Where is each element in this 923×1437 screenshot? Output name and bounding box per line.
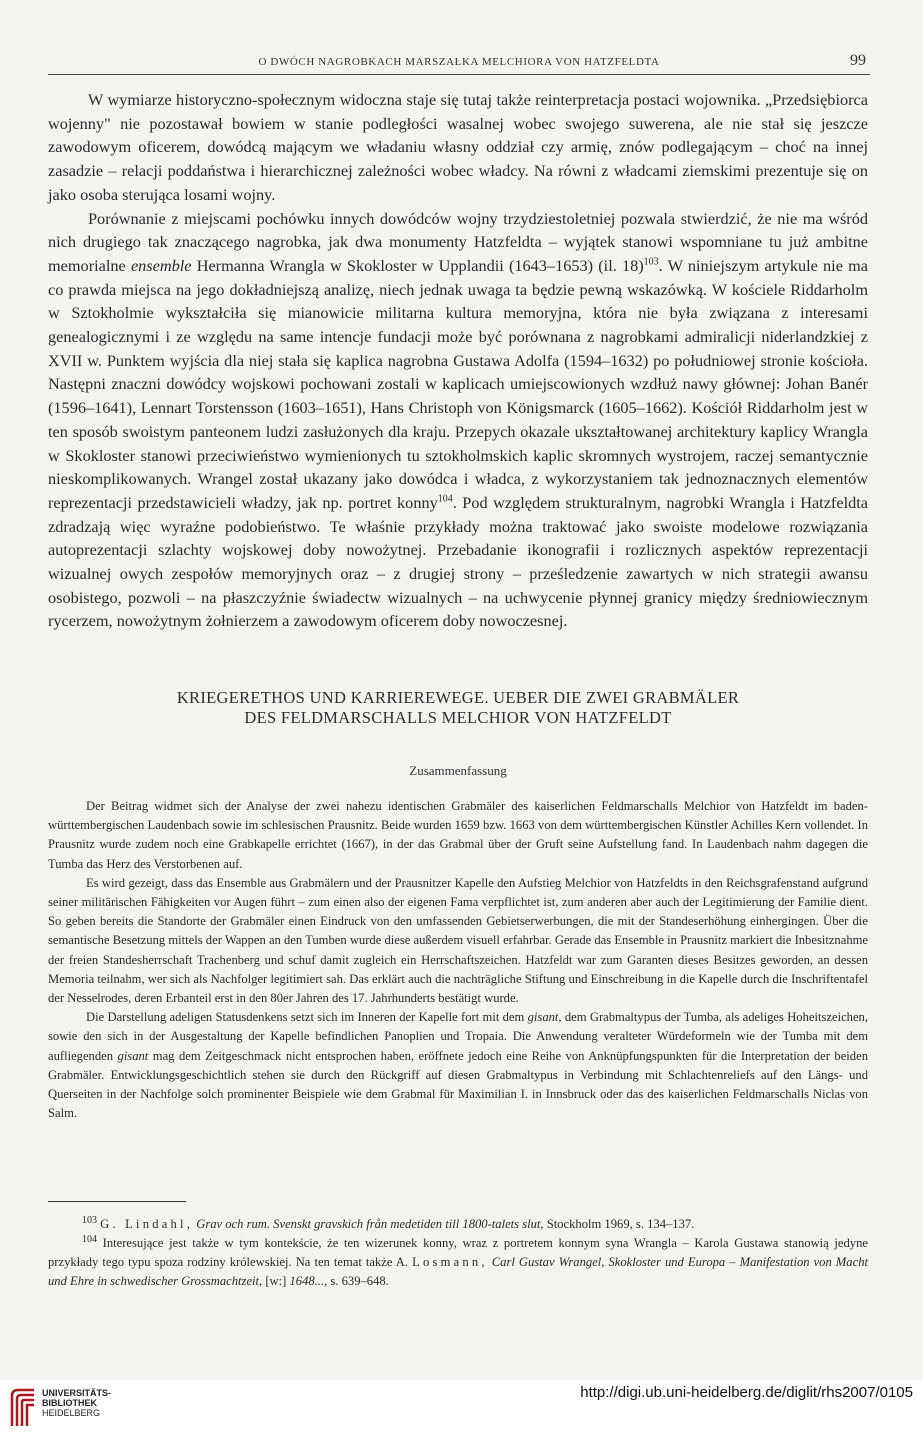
summary-paragraph-3: Die Darstellung adeligen Statusdenkens setzt sich im Inneren der Kapelle fort mit dem gisant, dem Grabmaltypus der Tumba, als adeliges Hoheitszeichen, sowie den sich in der Ausgestaltung der Kapelle befindlichen Panoplien und Tropaia. Die Anwendung veralteter Würdeformeln wie der Tumba mit dem aufliegenden gisant mag dem Zeitgeschmack nicht entsprochen haben, eröffnete jedoch eine Reihe von Anknüpfungspunkten für die Interpretation der beiden Grabmäler. Entwicklungsgeschichtlich stehen sie durch den Rückgriff auf diesen Grabmaltypus in Verbindung mit Schlachtenreliefs auf den Längs- und Querseiten in der Nachfolge solch prominenter Beispiele wie dem Grabmal für Maximilian I. in Innsbruck oder das des kaiserlichen Feldmarschalls Niclas von Salm. (48, 1010, 868, 1121)
footnote-ref-104[interactable]: 104 (437, 493, 453, 505)
summary-paragraph-1: Der Beitrag widmet sich der Analyse der zwei nahezu identischen Grabmäler des kaiserlichen Feldmarschalls Melchior von Hatzfeldt im baden-württembergischen Laudenbach sowie im schlesischen Prausnitz. Beide wurden 1659 bzw. 1663 von dem württembergischen Künstler Achilles Kern vollendet. In Prausnitz wurde zudem noch eine Grabkapelle errichtet (1667), in der das Grabmal über der Gruft seine Aufstellung fand. In Laudenbach nahm dagegen die Tumba das Herz des Verstorbenen auf. (48, 799, 868, 871)
footnote-title: Grav och rum. Svenskt gravskich från medetiden till 1800-talets slut, (196, 1217, 544, 1231)
summary-paragraph-2: Es wird gezeigt, dass das Ensemble aus Grabmälern und der Prausnitzer Kapelle den Aufstieg Melchior von Hatzfeldts in den Reichsgrafenstand aufgrund seiner militärischen Fähigkeiten vor Augen führt – zum einen also der eigenen Fama verpflichtet ist, zum anderen aber auch der Legitimierung der Familie dient. So geben bereits die Standorte der Grabmäler einen Eindruck von den umfassenden Gebietserwerbungen, die mit der Standeserhöhung einhergingen. Über die semantische Besetzung mittels der Wappen an den Tumben wurde diese außerdem visuell erfahrbar. Gerade das Ensemble in Prausnitz markiert die Inbesitznahme der freien Standesherrschaft Trachenberg und schuf damit zugleich ein Herrschaftszeichen. Hatzfeldt war zum Garanten dieses Besitzes geworden, an dessen Memoria teilnahm, wer sich als Nachfolger legitimiert sah. Das erklärt auch die nachträgliche Stiftung und Einschreibung in die Kapelle durch die Inschriftentafel der Nesselrodes, deren Erbanteil erst in den 80er Jahren des 17. Jahrhunderts bestätigt wurde. (48, 875, 868, 1006)
summary-title-line-1: KRIEGERETHOS UND KARRIEREWEGE. UEBER DIE ZWEI GRABMÄLER (176, 688, 740, 707)
paragraph-2: Porównanie z miejscami pochówku innych dowódców wojny trzydziestoletniej pozwala stwierdzić, że nie ma wśród nich drugiego tak znaczącego nagrobka, jak dwa monumenty Hatzfeldta – wyjątek stanowi wspomniane tu już ambitne memorialne ensemble Hermanna Wrangla w Skokloster w Upplandii (1643–1653) (il. 18)$^{103}$. W niniejszym artykule nie ma co prawda miejsca na jego dokładniejszą analizę, niech jednak uwaga ta będzie pewną wskazówką. W kościele Riddarholm w Sztokholmie wykształciła się mianowicie militarna kultura memoryjna, która nie była związana z interesami genealogicznymi i ze względu na same intencje fundacji może być porównana z nagrobkami admiralicji niderlandzkiej z XVII w. Punktem wyjścia dla niej stała się kaplica nagrobna Gustawa Adolfa (1594–1632) po południowej stronie kościoła. Następni znaczni dowódcy wojskowi pochowani zostali w kaplicach umiejscowionych wzdłuż nawy głównej: Johan Banér (1596–1641), Lennart Torstensson (1603–1651), Hans Christoph von Königsmarck (1605–1662). Kościół Riddarholm jest w ten sposób swoistym panteonem ludzi zasłużonych dla kraju. Przepych okazale ukształtowanej architektury kaplicy Wrangla w Skokloster stanowi przeciwieństwo wymienionych tu sztokholmskich kaplic skromnych wystrojem, raczej semantycznie nieskomplikowanych. Wrangel został ukazany jako dowódca i władca, z wykorzystaniem tak jednoznacznych elementów reprezentacji przedstawicieli władzy, jak np. portret konny$^{104}$. Pod względem strukturalnym, nagrobki Wrangla i Hatzfeldta zdradzają więc wyraźne podobieństwo. Te właśnie przykłady można traktować jako swoiste modelowe rozwiązania autoprezentacji szlachty wojskowej doby nowożytnej. Przebadanie ikonografii i rozlicznych aspektów reprezentacji wizualnej owych zespołów memoryjnych oraz – z drugiej strony – prześledzenie zawartych w nich strategii awansu osobistego, pozwoli – na płaszczyźnie świadectw wizualnych – na uchwycenie płynnej granicy między średniowiecznym rycerzem, nowożytnym żołnierzem a zawodowym oficerem doby nowoczesnej. (48, 208, 868, 631)
paragraph-1: W wymiarze historyczno-społecznym widoczna staje się tutaj także reinterpretacja postaci wojownika. „Przedsiębiorca wojenny" nie pozostawał bowiem w stanie podległości wasalnej wobec swojego suwerena, ale nie stał się jeszcze zawodowym oficerem, dowódcą mającym we władaniu własny oddział czy armię, znów podlegającym – choć na innej zasadzie – relacji poddaństwa i hierarchicznej zależności wobec władcy. Na równi z władcami ziemskimi prezentuje się on jako osoba sterująca losami wojny. (48, 90, 868, 204)
footnotes (48, 1215, 868, 1291)
summary-subtitle: Zusammenfassung (409, 763, 507, 778)
italic-term-gisant: gisant (117, 1048, 149, 1063)
footnote-book: 1648..., (289, 1274, 328, 1288)
library-footer (0, 1380, 923, 1437)
main-body-text (48, 88, 868, 633)
running-title: O DWÓCH NAGROBKACH MARSZAŁKA MELCHIORA VON HATZFELDTA (258, 56, 660, 68)
footnote-ref-103[interactable]: 103 (643, 256, 659, 268)
italic-term-gisant: gisant (527, 1010, 559, 1025)
summary-text (48, 797, 868, 1123)
footnote-title: Carl Gustav Wrangel, Skokloster und Europa – Manifestation von Macht und Ehre in schwedischer Grossmachtzeit, (48, 1255, 868, 1288)
library-logo-icon (8, 1386, 40, 1430)
italic-term-ensemble: ensemble (130, 255, 192, 275)
footnote-103: $^{103}$ G. Lindahl, Grav och rum. Svenskt gravskich från medetiden till 1800-talets slut, Stockholm 1969, s. 134–137. (82, 1214, 695, 1231)
page-number: 99 (850, 52, 866, 69)
footnote-divider (48, 1201, 186, 1202)
running-header (48, 52, 870, 75)
footnote-author: Losmann, (412, 1255, 488, 1269)
summary-title-line-2: DES FELDMARSCHALLS MELCHIOR VON HATZFELDT (244, 708, 672, 727)
summary-title (48, 688, 868, 728)
library-logo-text: UNIVERSITÄTS- BIBLIOTHEK HEIDELBERG (42, 1388, 112, 1418)
footnote-author: G. Lindahl, (100, 1217, 194, 1231)
footnote-104: $^{104}$ Interesujące jest także w tym kontekście, że ten wizerunek konny, wraz z portretem konnym syna Wrangla – Karola Gustawa stanowią jedyne przykłady tego typu spoza rodziny królewskiej. Na ten temat także A. Losmann, Carl Gustav Wrangel, Skokloster und Europa – Manifestation von Macht und Ehre in schwedischer Grossmachtzeit, [w:] 1648..., s. 639–648. (48, 1233, 868, 1288)
source-url-link[interactable]: http://digi.ub.uni-heidelberg.de/diglit/rhs2007/0105 (580, 1384, 913, 1401)
